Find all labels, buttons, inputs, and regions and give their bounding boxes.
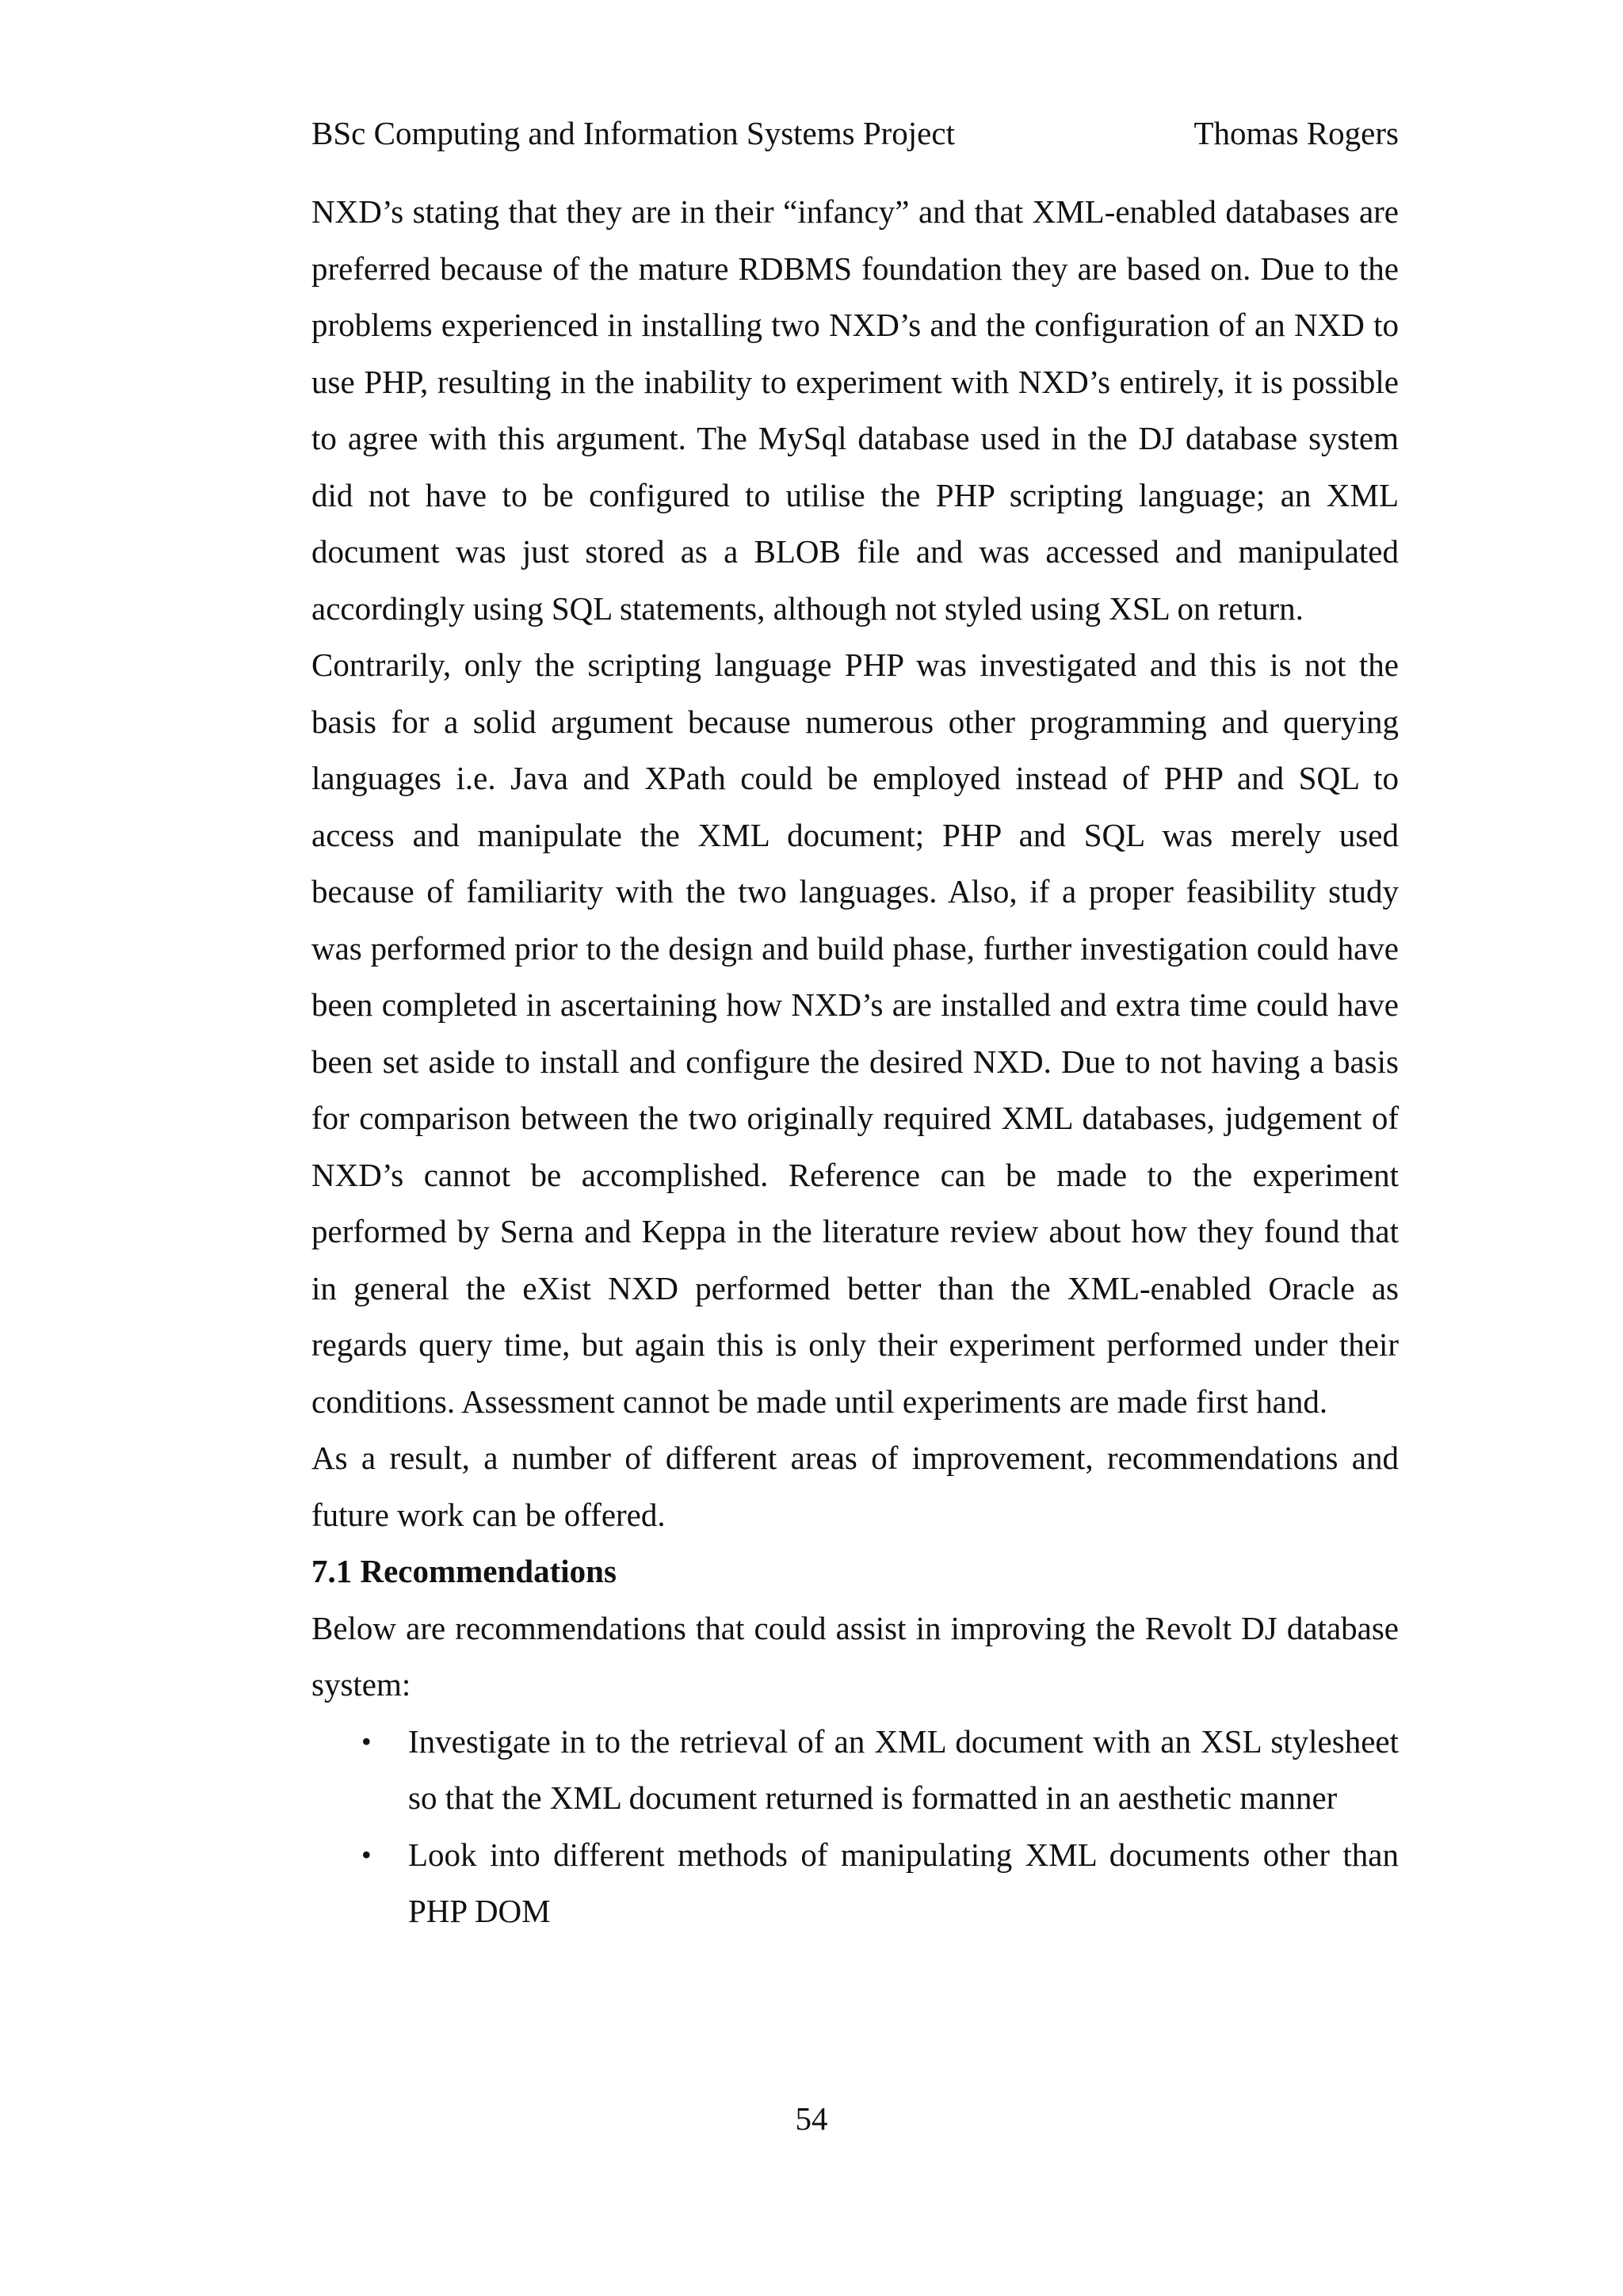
recommendations-list xyxy=(311,1714,1399,1940)
paragraph: Contrarily, only the scripting language PHP was investigated and this is not the basis for a solid argument because numerous other programming and querying languages i.e. Java and XPath could be employed instead of PHP and SQL to access and manipulate the XML document; PHP and SQL was merely used because of familiarity with the two languages. Also, if a proper feasibility study was performed prior to the design and build phase, further investigation could have been completed in ascertaining how NXD’s are installed and extra time could have been set aside to install and configure the desired NXD. Due to not having a basis for comparison between the two originally required XML databases, judgement of NXD’s cannot be accomplished. Reference can be made to the experiment performed by Serna and Keppa in the literature review about how they found that in general the eXist NXD performed better than the XML-enabled Oracle as regards query time, but again this is only their experiment performed under their conditions. Assessment cannot be made until experiments are made first hand. xyxy=(311,646,1399,1420)
paragraph: Below are recommendations that could assist in improving the Revolt DJ database system: xyxy=(311,1609,1399,1703)
author-name: Thomas Rogers xyxy=(1193,115,1399,151)
page-body xyxy=(311,184,1399,1940)
list-item xyxy=(311,1714,1399,1827)
paragraph: As a result, a number of different areas of improvement, recommendations and future work can be offered. xyxy=(311,1440,1399,1533)
document-title: BSc Computing and Information Systems Project xyxy=(311,115,955,151)
list-item-text: Look into different methods of manipulating XML documents other than PHP DOM xyxy=(408,1836,1399,1929)
bullet-icon: • xyxy=(361,1838,372,1871)
page-header xyxy=(311,111,1399,155)
list-item-text: Investigate in to the retrieval of an XML document with an XSL stylesheet so that the XML document returned is formatted in an aesthetic manner xyxy=(408,1722,1399,1816)
page-number: 54 xyxy=(795,2100,828,2137)
section-heading: 7.1 Recommendations xyxy=(311,1553,617,1589)
list-item xyxy=(311,1827,1399,1940)
bullet-icon: • xyxy=(361,1725,372,1757)
paragraph: NXD’s stating that they are in their “infancy” and that XML-enabled databases are preferred because of the mature RDBMS foundation they are based on. Due to the problems experienced in installing two NXD’s and the configuration of an NXD to use PHP, resulting in the inability to experiment with NXD’s entirely, it is possible to agree with this argument. The MySql database used in the DJ database system did not have to be configured to utilise the PHP scripting language; an XML document was just stored as a BLOB file and was accessed and manipulated accordingly using SQL statements, although not styled using XSL on return. xyxy=(311,193,1399,627)
